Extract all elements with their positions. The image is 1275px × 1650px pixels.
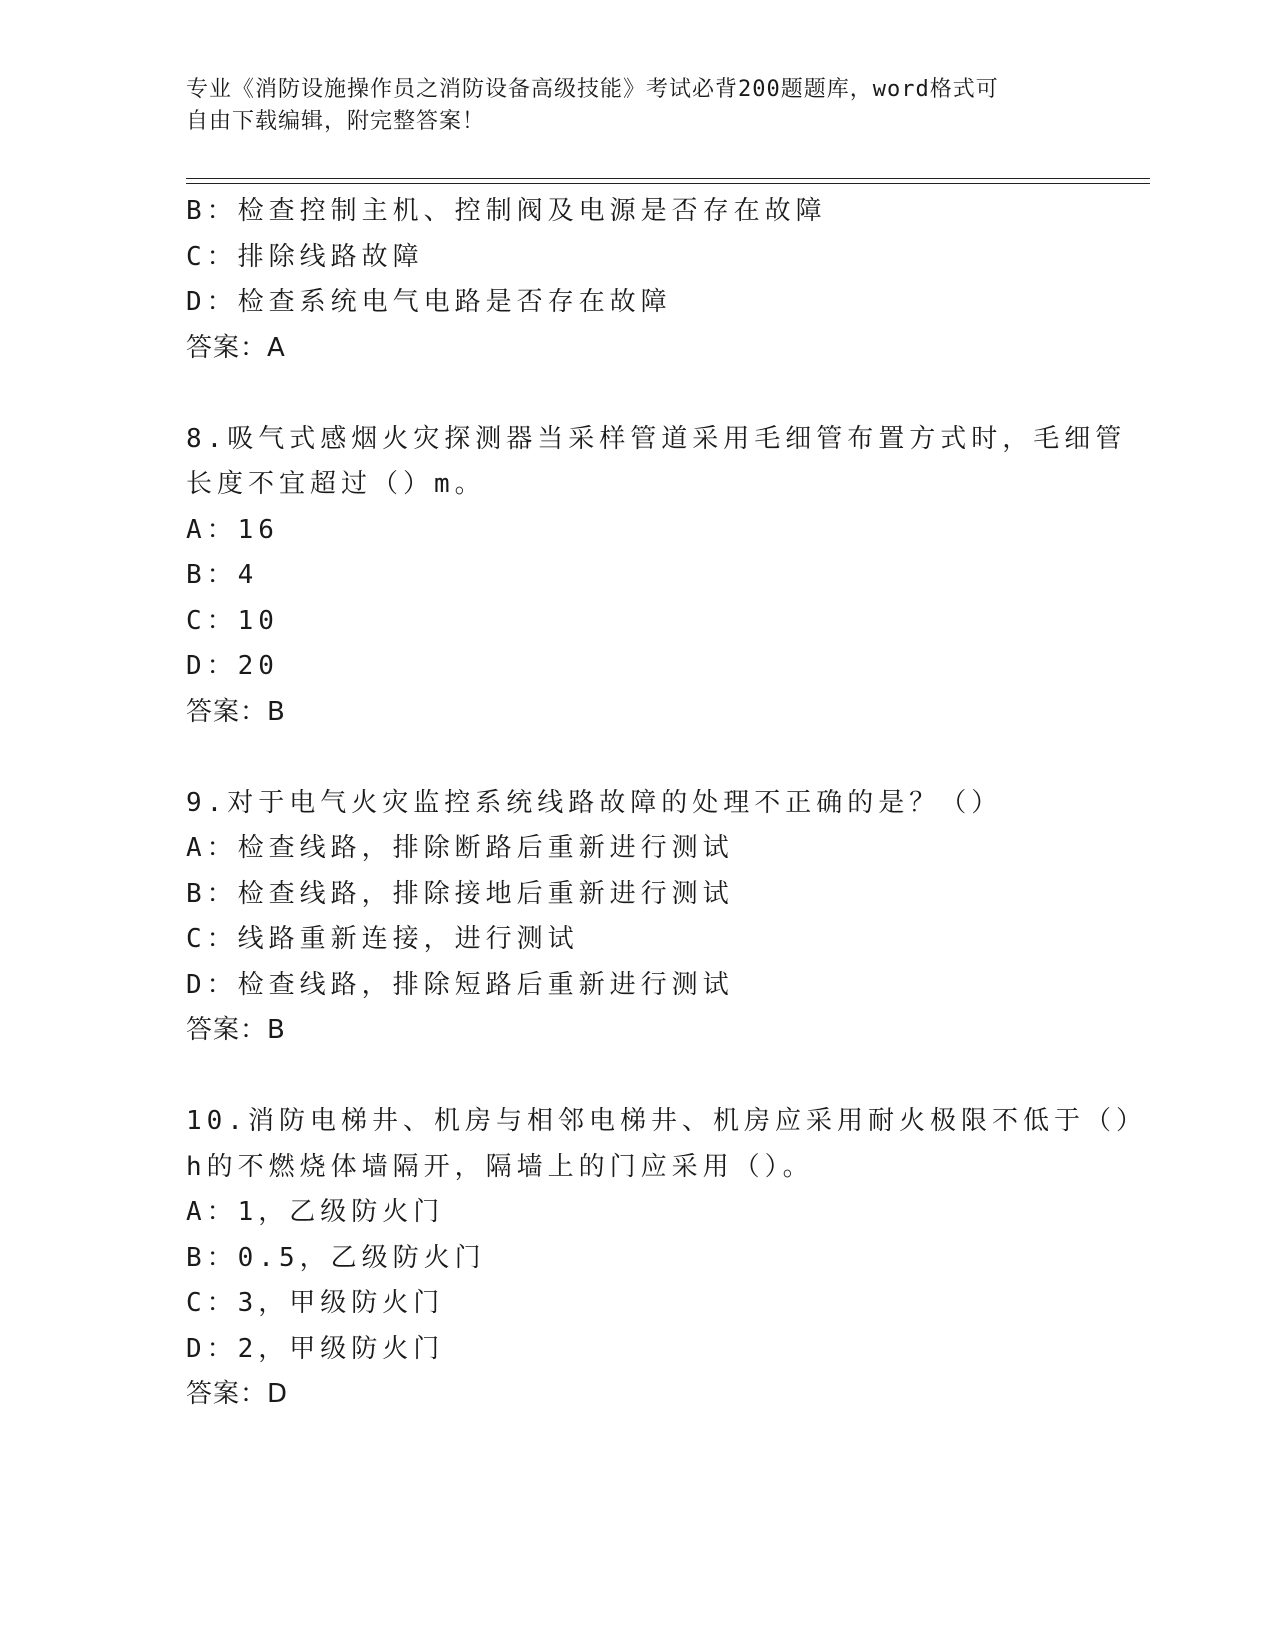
option-c: C：3，甲级防火门 (186, 1288, 445, 1318)
question-block-9 (186, 781, 1066, 1054)
option-b: B：检查线路，排除接地后重新进行测试 (186, 878, 734, 909)
question-text-line-1: 8.吸气式感烟火灾探测器当采样管道采用毛细管布置方式时，毛细管 (186, 423, 1127, 454)
header-title-line-1: 专业《消防设施操作员之消防设备高级技能》考试必背200题题库，word格式可 (186, 77, 999, 102)
question-text-line-1: 9.对于电气火灾监控系统线路故障的处理不正确的是？（） (186, 787, 1003, 818)
spacer (186, 735, 1066, 781)
option-c: C：10 (186, 605, 279, 636)
answer-line: 答案：A (186, 332, 286, 363)
spacer (186, 1054, 1066, 1100)
option-b: B：检查控制主机、控制阀及电源是否存在故障 (186, 196, 827, 226)
option-a: A：检查线路，排除断路后重新进行测试 (186, 833, 734, 863)
option-d: D：2，甲级防火门 (186, 1333, 445, 1364)
option-c: C：排除线路故障 (186, 241, 424, 272)
option-c: C：线路重新连接，进行测试 (186, 924, 579, 954)
answer-line: 答案：D (186, 1379, 289, 1409)
question-block-7 (186, 189, 1066, 371)
option-b: B：4 (186, 560, 259, 590)
spacer (186, 371, 1066, 417)
option-b: B：0.5，乙级防火门 (186, 1242, 486, 1273)
option-a: A：1，乙级防火门 (186, 1197, 445, 1227)
question-text-line-2: 长度不宜超过（）m。 (186, 469, 486, 499)
document-header (186, 74, 1066, 138)
header-divider-top (186, 178, 1150, 179)
option-d: D：20 (186, 651, 279, 681)
question-text-line-1: 10.消防电梯井、机房与相邻电梯井、机房应采用耐火极限不低于（） (186, 1106, 1147, 1136)
option-d: D：检查系统电气电路是否存在故障 (186, 287, 672, 317)
question-block-8 (186, 417, 1127, 736)
option-a: A：16 (186, 514, 279, 545)
option-d: D：检查线路，排除短路后重新进行测试 (186, 969, 734, 1000)
answer-line: 答案：B (186, 1015, 286, 1045)
question-list (186, 189, 1147, 1418)
answer-line: 答案：B (186, 696, 286, 727)
header-divider-bottom (186, 183, 1150, 184)
header-title-line-2: 自由下载编辑，附完整答案！ (186, 109, 486, 134)
question-text-line-2: h的不燃烧体墙隔开，隔墙上的门应采用（）。 (186, 1151, 814, 1182)
question-block-10 (186, 1099, 1147, 1418)
